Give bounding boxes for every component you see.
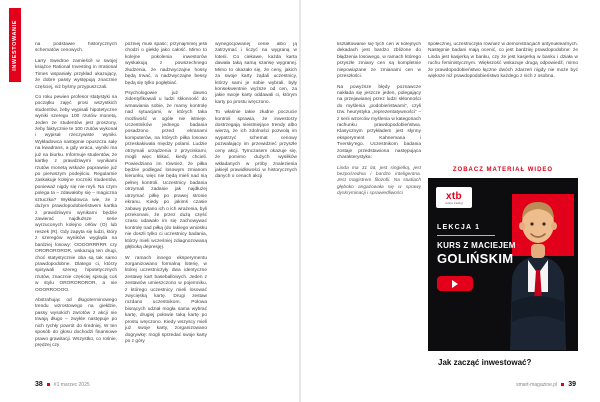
paragraph: społecznej, uczestniczyła również w demonstracjach antynuklearnych. Następnie badani mają ocenić, co jest bardziej prawdopodobne: że Linda jest kasjerką w banku, czy że jest kasjerką w banku i działa w ruchu feministycznym. Większość wskazuje drugą odpowiedź, mimo że prawdopodobieństwo łączne dwóch zdarzeń nigdy nie może być większe niż prawdopodobieństwo każdego z nich z osobna.	[428, 42, 578, 80]
paragraph: później musi spaść; przynajmniej jeśli chodzi o giełdę jako całość. Mimo to kolejne pokolenia inwestorów wyskakują z powszechnego złudzenia, że nadzwyczajne hossy będą trwać, a nadzwyczajne bessy będą się tylko pogłębiać.	[125, 42, 207, 86]
issue-label: #1 marzec 2025	[53, 381, 90, 388]
lesson-label: LEKCJA 1	[437, 224, 481, 231]
ad-question: Jak zacząć inwestować?	[428, 351, 578, 374]
paragraph: na podstawie historycznych schematów cenowych.	[35, 42, 117, 54]
text-column	[35, 42, 117, 374]
youtube-play-button[interactable]	[437, 276, 473, 291]
course-title-line1: KURS Z MACIEJEM	[437, 241, 516, 250]
site-label: smart-magazine.pl	[516, 381, 558, 388]
right-page-stack	[428, 42, 578, 374]
text-column	[337, 42, 421, 342]
paragraph: Psychologowie już dawno zidentyfikowali u ludzi skłonność do wmawiania sobie, że mamy kontrolę nad sytuacjami, w których taka możliwość w ogóle nie istnieje. Uczestników jednego badania posadzono przed ekranami komputerów, na których piłka losowo przeskakiwała między polami. Ludzie otrzymali urządzenia z przyciskami, mogli więc klikać, kiedy chcieli. Powiedziano im również, że piłka będzie podlegać losowym zmianom kierunku, więc nie będą mieli nad nią pełnej kontroli. Uczestnicy badania otrzymali zadanie jak najdłużej utrzymać piłkę po prawej stronie ekranu. Kiedy po jakimś czasie zabawy pytano ich o ich wrażenia, byli przekonani, że przez dużą część czasu udawało im się zachowywać kontrolę nad piłką (do takiego wniosku nie doszli tylko ci uczestnicy badania, którzy mieli wcześniej zdiagnozowaną głęboką depresję).	[125, 90, 207, 251]
page-number-right: 39	[568, 381, 576, 388]
paragraph: Abstrahując od długoterminowego trendu wzrostowego na giełdzie, passy wysokich zwrotów z akcji nie trwają długo – zwykle następuje po nich rychły powrót do średniej. W ten sposób do głosu dochodzi finansowe prawo grawitacji. Wszystko, co rośnie, prędzej czy	[35, 298, 117, 348]
ad-text	[437, 224, 527, 291]
paragraph: Linda ma 31 lat, jest singielką, jest bezpośrednia i bardzo inteligentna. Jest magistrem filozofii. Na studiach głęboko angażowała się w sprawy dyskryminacji i sprawiedliwości	[337, 165, 421, 197]
paragraph: wynegocjowanej cenie albo ją zatrzymać i liczyć na wygraną w loterii. Co ciekawe, każda karta dawała taką samą szansę wygranej. Mimo to okazało się, że ceny, jakich za swoje karty żądali uczestnicy, którzy sami je sobie wybrali, były konsekwentnie wyższe od cen, za jakie swoje karty oddawali ci, którym karty po prostu wręczono.	[215, 42, 297, 105]
left-footer	[35, 381, 90, 388]
xtb-video-ad[interactable]	[428, 178, 578, 374]
red-square-icon	[47, 383, 50, 386]
paragraph: Larry Swedroe zamieścił w swojej książce Rational Investing in Irrational Times wspaniały przykład ukazujący, że dobre passy występują znacznie częściej, niż byśmy przypuszczali.	[35, 58, 117, 90]
text-column	[428, 42, 578, 160]
xtb-logo-text: xtb	[446, 191, 462, 202]
text-column	[215, 42, 297, 374]
paragraph: Na powyższe błędy poznawcze nakłada się jeszcze jeden, polegający na przejawianej przez ludzi skłonności do myślenia „podobieństwami”, czyli tzw. heurystyka „reprezentatywności” – z serii wzorców myślenia w kategoriach rachunku prawdopodobieństwa. Klasycznym przykładem jest słynny eksperyment Kahnemana i Tversky'ego. Uczestnikom badania zostaje przedstawiona następująca charakterystyka:	[337, 84, 421, 161]
paragraph: W ramach innego eksperymentu zorganizowano formalną loterię, w której uczestniczyły dwa identyczne zestawy kart baseballowych. Jeden z zestawów umieszczono w pojemniku, z którego uczestnicy mieli losować zwycięską kartę. Drugi zestaw rozdano uczestnikom. Połowa biorących udział mogła sama wybrać kartę, drugiej połowie taką kartę po prostu wręczono. Kiedy wszyscy mieli już swoje karty, zorganizowano dogrywkę: mogli sprzedać swoje karty po z góry	[125, 255, 207, 344]
xtb-logo	[436, 187, 472, 208]
course-title-line2: GOLIŃSKIM	[437, 251, 514, 266]
section-label: INWESTOWANIE	[12, 19, 18, 71]
divider-line	[437, 235, 495, 236]
paragraph: Co roku pewien profesor statystyki na początku zajęć prosi wszystkich studentów, żeby wypisali hipotetyczne wyniki szeregu 100 rzutów monetą. Jeden ze studentów jest proszony, żeby faktycznie te 100 rzutów wykonał i wypisał rzeczywiste wyniki. Wykładowca następnie opuszcza salę na kwadrans, a gdy wraca, wyniki ma już na biurku. Informuje studentów, że kartkę z prawdziwymi wynikami rzutów monetą wskaże poprawnie już po pierwszym podejściu. Regularnie zaskakuje kolejne roczniki studentów, ponieważ nigdy się nie myli. Na czym polega ta – zdawałoby się – magiczna sztuczka? Wykładowca wie, że z dużym prawdopodobieństwem kartka z prawdziwymi wynikami będzie zawierać najdłuższe serie wyrzuconych kolejno orłów (O) lub reszek (R). Gdy zapyta się ludzi, który z szeregów wyników wygląda na bardziej losowy: OOOORRRRR czy OROROROROR, wskazują ten drugi, choć statystycznie oba są tak samo prawdopodobne. Dlatego ci, którzy spisywali szereg hipotetycznych rzutów, znacznie częściej spisują coś w stylu OROROROROR, a nie OOORROOOO.	[35, 94, 117, 293]
play-icon	[452, 280, 458, 288]
right-footer	[516, 381, 576, 388]
page-number-left: 38	[35, 381, 43, 388]
paragraph: To właśnie takie złudne poczucie kontroli sprawia, że inwestorzy dostrzegają nieistniejące trendy albo wierzą, że ich zdolności pozwolą im wypatrzyć schemat cenowy pozwalający im przewidzieć przyszłe ceny akcji. Tymczasem okazuje się, że pomimo dużych wysiłków wkładanych w próby znalezienia jakiejś prawidłowości w historycznych danych o cenach akcji	[215, 110, 297, 180]
text-column	[125, 42, 207, 374]
video-kicker: ZOBACZ MATERIAŁ WIDEO	[452, 167, 554, 173]
xtb-logo-subtext: online trading	[444, 201, 463, 205]
page-gutter	[299, 0, 301, 402]
left-page-text	[35, 42, 299, 374]
red-square-icon	[561, 383, 564, 386]
paragraph: kształtowanie się tych cen w kolejnych dekadach jest bardzo zbliżone do błądzenia losowego, w ramach którego przyszłe zmiany cen są kompletnie niepowiązane ze zmianami cen w przeszłości.	[337, 42, 421, 80]
section-tab-investing	[9, 8, 21, 82]
